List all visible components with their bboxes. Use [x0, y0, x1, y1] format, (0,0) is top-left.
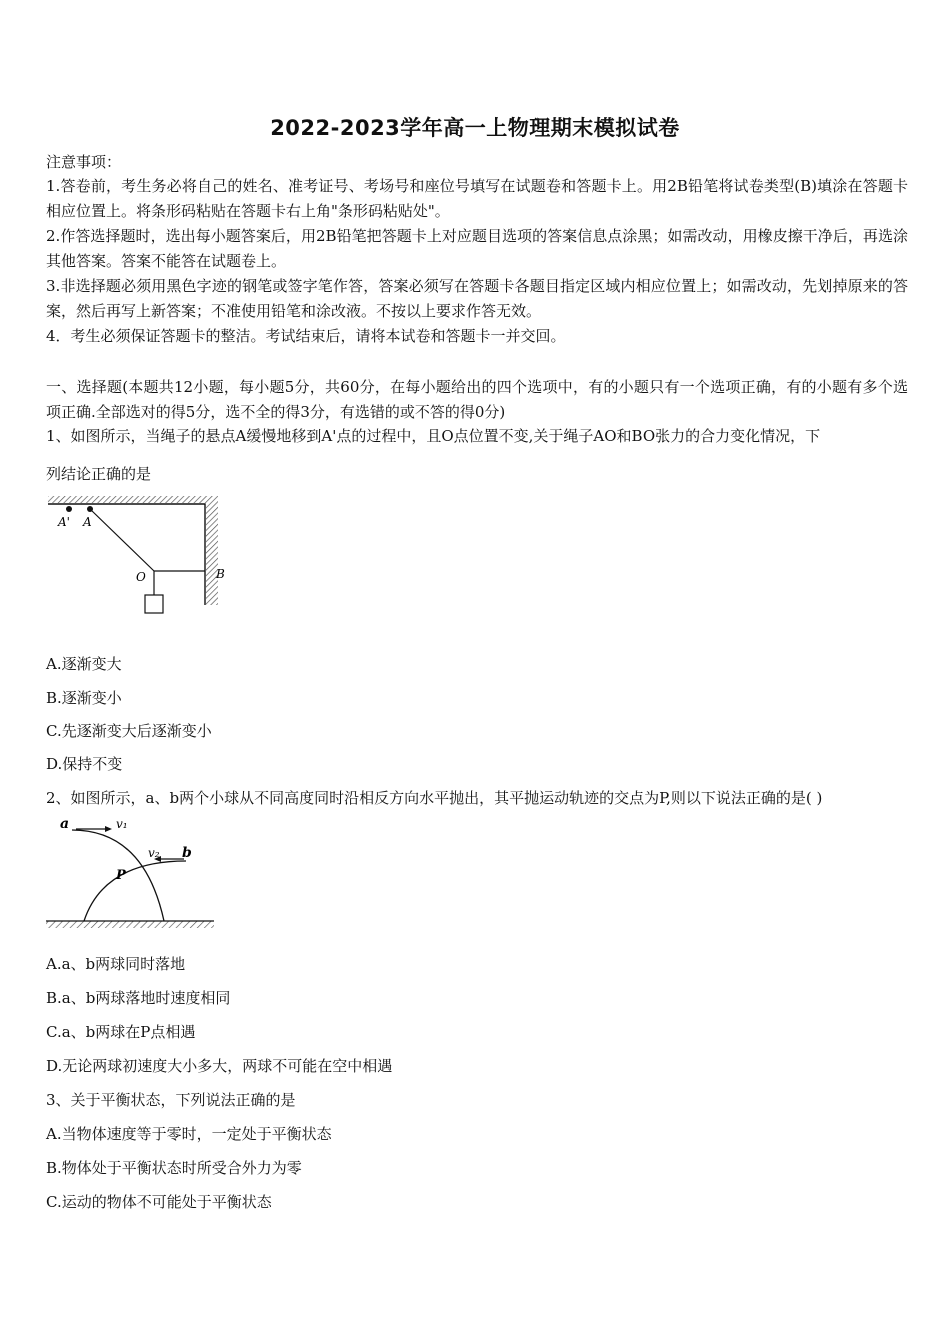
- q1-option-c: C.先逐渐变大后逐渐变小: [46, 722, 212, 740]
- wall-edge: [48, 504, 205, 605]
- page-title: 2022-2023学年高一上物理期末模拟试卷: [270, 116, 680, 140]
- ground-hatch: [46, 921, 214, 928]
- q3-option-a: A.当物体速度等于零时，一定处于平衡状态: [46, 1125, 332, 1143]
- ceiling-hatch: [48, 496, 218, 503]
- notice-item-3: 3.非选择题必须用黑色字迹的钢笔或签字笔作答，答案必须写在答题卡各题目指定区域内相应位置上；如需改动，先划掉原来的答案，然后再写上新答案；不准使用铅笔和涂改液。不按以上要求作答无效。: [46, 277, 908, 320]
- notice-item-1: 1.答卷前，考生务必将自己的姓名、准考证号、考场号和座位号填写在试题卷和答题卡上。用2B铅笔将试卷类型(B)填涂在答题卡相应位置上。将条形码粘贴在答题卡右上角"条形码粘贴处"。: [46, 177, 908, 220]
- q3-option-c: C.运动的物体不可能处于平衡状态: [46, 1193, 272, 1211]
- label-a: A: [83, 515, 92, 529]
- section-heading: 一、选择题(本题共12小题，每小题5分，共60分，在每小题给出的四个选项中，有的小题只有一个选项正确，有的小题有多个选项正确.全部选对的得5分，选不全的得3分，有选错的或不答的得0分): [46, 378, 908, 421]
- label-point-p: P: [116, 868, 126, 883]
- point-a-prime: [66, 506, 72, 512]
- q1-figure: [44, 494, 244, 620]
- label-o: O: [136, 570, 146, 584]
- trajectory-b: [84, 861, 186, 921]
- q3-stem: 3、关于平衡状态，下列说法正确的是: [46, 1091, 296, 1109]
- q2-option-b: B.a、b两球落地时速度相同: [46, 989, 231, 1007]
- label-b: B: [216, 567, 225, 581]
- q1-stem-line1: 1、如图所示，当绳子的悬点A缓慢地移到A'点的过程中，且O点位置不变,关于绳子AO和BO张力的合力变化情况，下: [46, 427, 821, 445]
- notice-heading: 注意事项：: [46, 153, 122, 171]
- weight-block: [145, 595, 163, 613]
- q1-option-b: B.逐渐变小: [46, 689, 122, 707]
- label-a-prime: A': [58, 515, 70, 529]
- label-v2: v₂: [148, 846, 160, 860]
- rope-ao: [90, 509, 154, 571]
- q2-option-c: C.a、b两球在P点相遇: [46, 1023, 196, 1041]
- wall-hatch: [206, 503, 218, 605]
- label-v1: v₁: [116, 817, 128, 831]
- label-ball-a: a: [60, 816, 70, 832]
- q2-figure: [44, 812, 219, 932]
- velocity-v1-head: [105, 826, 112, 832]
- notice-item-2: 2.作答选择题时，选出每小题答案后，用2B铅笔把答题卡上对应题目选项的答案信息点涂黑；如需改动，用橡皮擦干净后，再选涂其他答案。答案不能答在试题卷上。: [46, 227, 908, 270]
- q2-stem: 2、如图所示，a、b两个小球从不同高度同时沿相反方向水平抛出，其平抛运动轨迹的交点为P,则以下说法正确的是( ): [46, 789, 823, 807]
- label-ball-b: b: [182, 845, 192, 861]
- q1-stem-line2: 列结论正确的是: [46, 465, 152, 483]
- q1-option-a: A.逐渐变大: [46, 655, 122, 673]
- q2-option-a: A.a、b两球同时落地: [46, 955, 186, 973]
- q1-option-d: D.保持不变: [46, 755, 123, 773]
- notice-item-4: 4．考生必须保证答题卡的整洁。考试结束后，请将本试卷和答题卡一并交回。: [46, 327, 566, 345]
- q2-option-d: D.无论两球初速度大小多大，两球不可能在空中相遇: [46, 1057, 393, 1075]
- q3-option-b: B.物体处于平衡状态时所受合外力为零: [46, 1159, 302, 1177]
